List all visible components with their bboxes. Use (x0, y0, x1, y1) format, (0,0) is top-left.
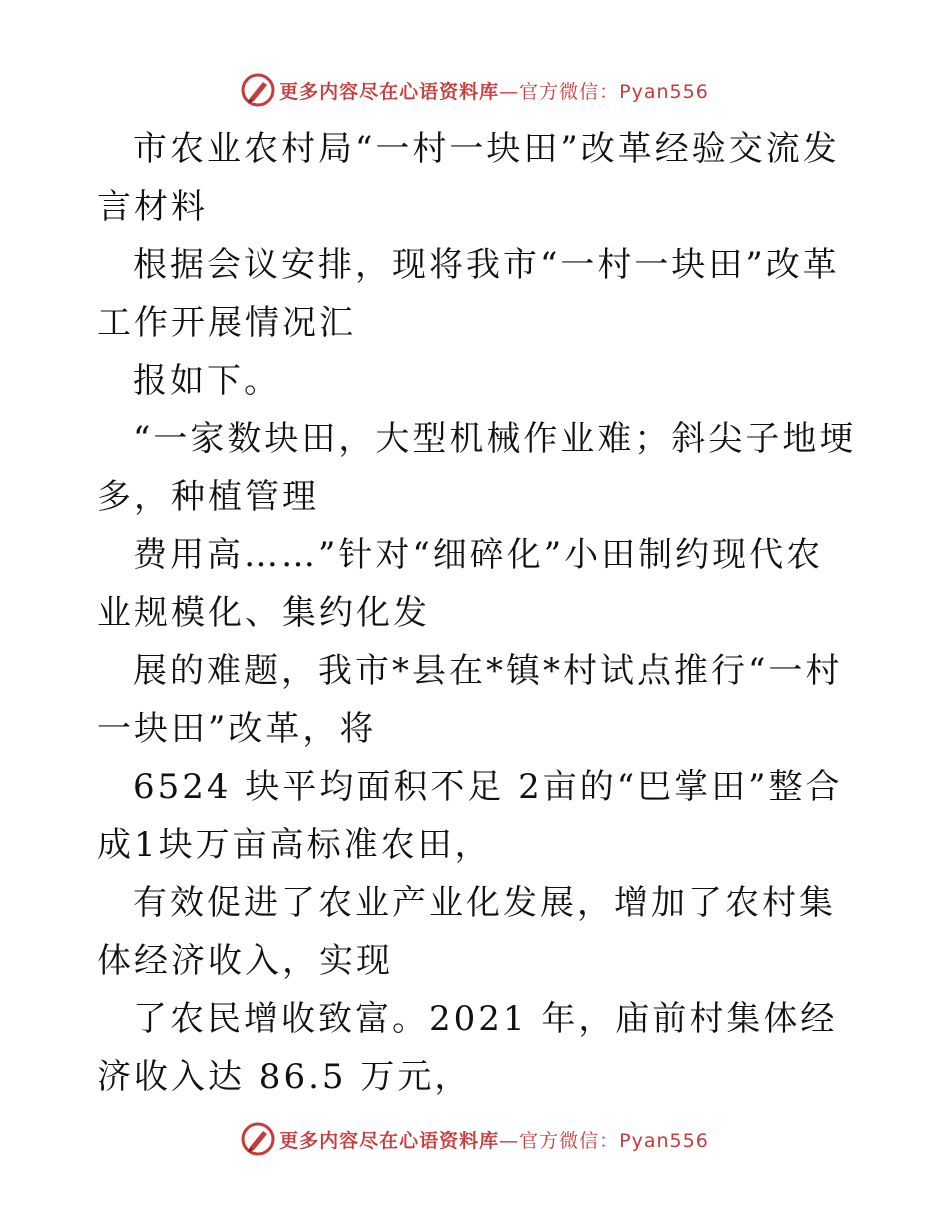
paragraph-quote: “一家数块田，大型机械作业难；斜尖子地埂多，种植管理 (97, 419, 857, 517)
footer-brand-text: 更多内容尽在心语资料库 (279, 1129, 500, 1152)
header-wechat-text: —官方微信：Pyan556 (499, 80, 709, 103)
paragraph-pilot: 展的难题，我市*县在*镇*村试点推行“一村一块田”改革，将 (97, 651, 843, 749)
paragraph-problem: 费用高……”针对“细碎化”小田制约现代农业规模化、集约化发 (97, 535, 824, 633)
document-body (97, 120, 857, 1106)
footer-banner (0, 1119, 950, 1159)
pen-logo-icon (241, 73, 275, 107)
paragraph-consolidation: 6524 块平均面积不足 2亩的“巴掌田”整合成1块万亩高标准农田， (97, 767, 843, 865)
paragraph-income: 了农民增收致富。2021 年，庙前村集体经济收入达 86.5 万元， (97, 999, 838, 1097)
header-brand-text: 更多内容尽在心语资料库 (279, 80, 500, 103)
paragraph-intro-cont: 报如下。 (133, 361, 281, 401)
footer-wechat-text: —官方微信：Pyan556 (499, 1129, 709, 1152)
paragraph-intro: 根据会议安排，现将我市“一村一块田”改革工作开展情况汇 (97, 245, 840, 343)
pen-logo-icon (241, 1122, 275, 1156)
header-banner (0, 70, 950, 110)
paragraph-title: 市农业农村局“一村一块田”改革经验交流发言材料 (97, 129, 840, 227)
paragraph-effect: 有效促进了农业产业化发展，增加了农村集体经济收入，实现 (97, 883, 836, 981)
